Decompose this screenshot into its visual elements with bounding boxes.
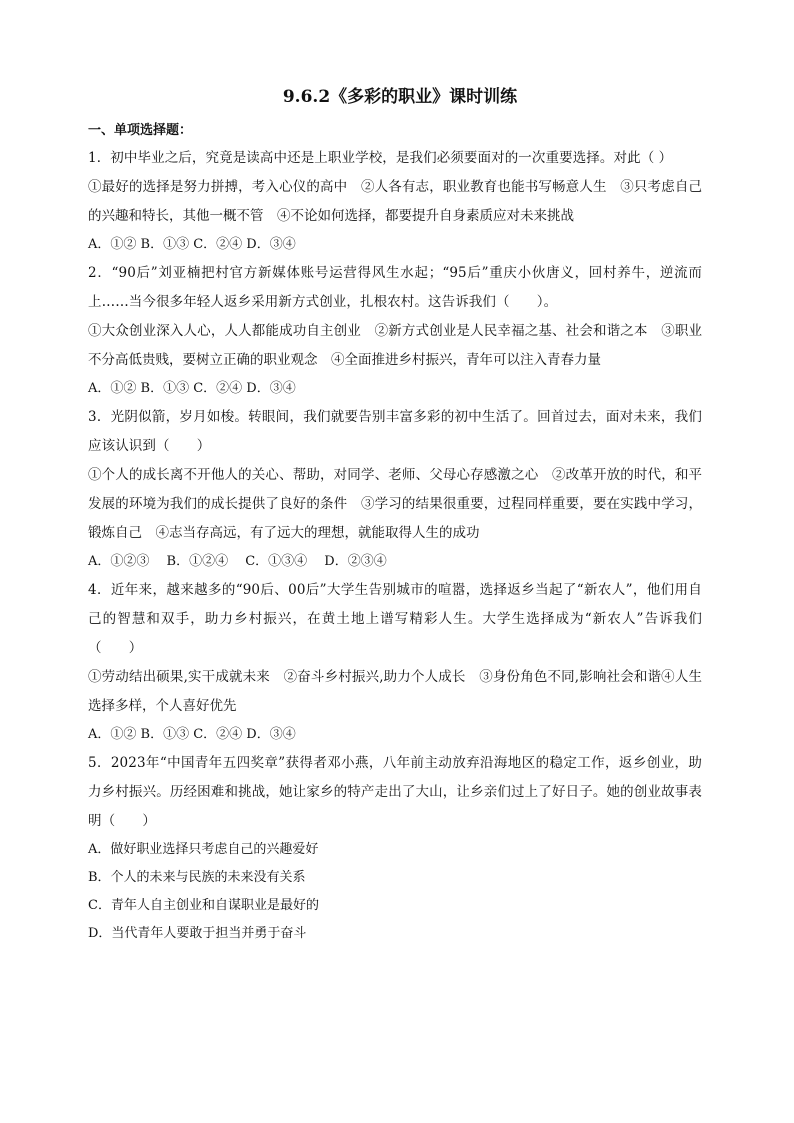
question-stem: 2．“90后”刘亚楠把村官方新媒体账号运营得风生水起；“95后”重庆小伙唐义，回村养牛，逆流而上……当今很多年轻人返乡采用新方式创业，扎根农村。这告诉我们（ ）。 bbox=[88, 265, 702, 310]
question-statements: ①个人的成长离不开他人的关心、帮助，对同学、老师、父母心存感激之心 ②改革开放的时代，和平发展的环境为我们的成长提供了良好的条件 ③学习的结果很重要，过程同样重要，要在实践中学习，锻炼自己 ④志当存高远，有了远大的理想，就能取得人生的成功 bbox=[88, 467, 702, 541]
question-2 bbox=[88, 259, 702, 403]
question-stem: 1．初中毕业之后，究竟是读高中还是上职业学校，是我们必须要面对的一次重要选择。对此（ ） bbox=[88, 150, 673, 166]
answer-choice-a: A．做好职业选择只考虑自己的兴趣爱好 bbox=[88, 842, 319, 857]
answer-choice-b: B．个人的未来与民族的未来没有关系 bbox=[88, 870, 306, 885]
question-statements: ①大众创业深入人心，人人都能成功自主创业 ②新方式创业是人民幸福之基、社会和谐之本 ③职业不分高低贵贱，要树立正确的职业观念 ④全面推进乡村振兴，青年可以注入青春力量 bbox=[88, 323, 702, 368]
document-title: 9.6.2《多彩的职业》课时训练 bbox=[282, 87, 518, 107]
question-stem: 3．光阴似箭，岁月如梭。转眼间，我们就要告别丰富多彩的初中生活了。回首过去，面对未来，我们应该认识到（ ） bbox=[88, 409, 702, 454]
answer-choices: A．①② B．①③ C．②④ D．③④ bbox=[88, 381, 296, 396]
question-statements: ①劳动结出硕果,实干成就未来 ②奋斗乡村振兴,助力个人成长 ③身份角色不同,影响社会和谐④人生选择多样，个人喜好优先 bbox=[88, 669, 702, 714]
answer-choices: A．①② B．①③ C．②④ D．③④ bbox=[88, 237, 296, 252]
section-heading: 一、单项选择题： bbox=[88, 123, 193, 138]
question-statements: ①最好的选择是努力拼搏，考入心仪的高中 ②人各有志，职业教育也能书写畅意人生 ③只考虑自己的兴趣和特长，其他一概不管 ④不论如何选择，都要提升自身素质应对未来挑战 bbox=[88, 179, 702, 224]
question-stem: 5．2023年“中国青年五四奖章”获得者邓小燕，八年前主动放弃沿海地区的稳定工作，返乡创业，助力乡村振兴。历经困难和挑战，她让家乡的特产走出了大山，让乡亲们过上了好日子。她的创业故事表明（ ） bbox=[88, 755, 702, 829]
question-4 bbox=[88, 576, 702, 749]
answer-choice-c: C．青年人自主创业和自谋职业是最好的 bbox=[88, 898, 319, 913]
question-stem: 4．近年来，越来越多的“90后、00后”大学生告别城市的喧嚣，选择返乡当起了“新农人”，他们用自己的智慧和双手，助力乡村振兴，在黄土地上谱写精彩人生。大学生选择成为“新农人”告诉我们（ ） bbox=[88, 582, 702, 656]
question-3 bbox=[88, 403, 702, 576]
question-1 bbox=[88, 144, 702, 259]
answer-choice-d: D．当代青年人要敢于担当并勇于奋斗 bbox=[88, 926, 307, 941]
answer-choices: A．①② B．①③ C．②④ D．③④ bbox=[88, 727, 296, 742]
question-5 bbox=[88, 749, 702, 948]
answer-choices: A．①②③ B．①②④ C．①③④ D．②③④ bbox=[88, 554, 387, 569]
